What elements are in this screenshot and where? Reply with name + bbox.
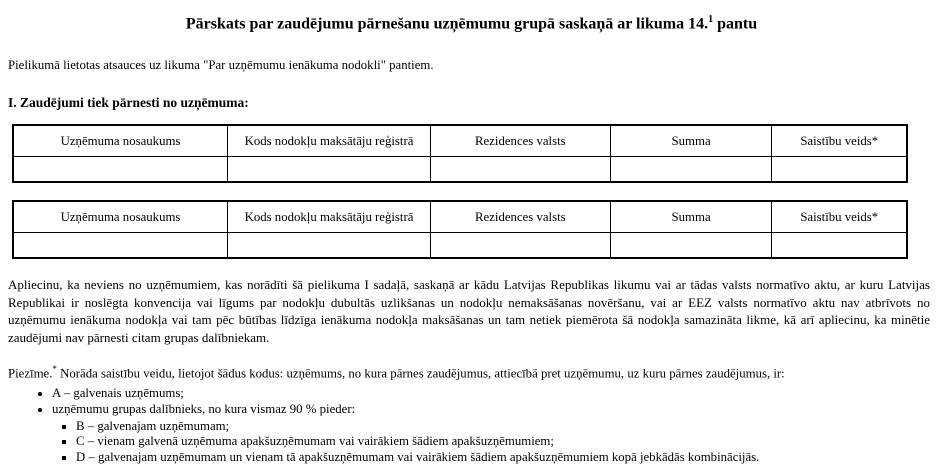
column-header-residence-country: Rezidences valsts — [430, 201, 610, 233]
list-item-code-b: ▪ B – galvenajam uzņēmumam; — [76, 419, 935, 435]
liability-codes-list — [8, 386, 935, 465]
list-item-code-a: • A – galvenais uzņēmums; — [52, 386, 935, 402]
column-header-residence-country: Rezidences valsts — [430, 125, 610, 157]
loss-table-2 — [12, 200, 908, 259]
page-title — [8, 10, 935, 34]
note-label: Piezīme. — [8, 366, 53, 381]
column-header-taxpayer-code: Kods nodokļu maksātāju reģistrā — [228, 201, 431, 233]
section-heading: I. Zaudējumi tiek pārnesti no uzņēmuma: — [8, 95, 249, 111]
table-cell — [610, 233, 772, 259]
column-header-amount: Summa — [610, 201, 772, 233]
column-header-company-name: Uzņēmuma nosaukums — [13, 125, 228, 157]
column-header-amount: Summa — [610, 125, 772, 157]
note-line — [8, 362, 935, 381]
table-cell — [430, 157, 610, 183]
liability-codes-sublist — [52, 419, 935, 465]
table-cell — [228, 233, 431, 259]
column-header-liability-type: Saistību veids* — [772, 125, 907, 157]
table-cell — [772, 233, 907, 259]
column-header-liability-type: Saistību veids* — [772, 201, 907, 233]
table-row — [13, 157, 907, 183]
table-cell — [13, 157, 228, 183]
table-cell — [228, 157, 431, 183]
page-title-superscript: 1 — [708, 14, 714, 25]
loss-table-1 — [12, 124, 908, 183]
column-header-taxpayer-code: Kods nodokļu maksātāju reģistrā — [228, 125, 431, 157]
table-cell — [13, 233, 228, 259]
table-header-row — [13, 125, 907, 157]
intro-text: Pielikumā lietotas atsauces uz likuma "Par uzņēmumu ienākuma nodokli" pantiem. — [8, 58, 434, 73]
table-header-row — [13, 201, 907, 233]
page-title-suffix: pantu — [713, 15, 758, 33]
note-text: Norāda saistību veidu, lietojot šādus kodus: uzņēmums, no kura pārnes zaudējumus, attiecībā pret uzņēmumu, uz kuru pārnes zaudējumus, ir: — [56, 366, 785, 381]
table-row — [13, 233, 907, 259]
column-header-company-name: Uzņēmuma nosaukums — [13, 201, 228, 233]
list-item-code-d: ▪ D – galvenajam uzņēmumam un vienam tā apakšuzņēmumam vai vairākiem šādiem apakšuzņēmumiem kopā jebkādās kombinācijās. — [76, 450, 935, 465]
list-item-code-c: ▪ C – vienam galvenā uzņēmuma apakšuzņēmumam vai vairākiem šādiem apakšuzņēmumiem; — [76, 434, 935, 450]
declaration-paragraph: Apliecinu, ka neviens no uzņēmumiem, kas norādīti šā pielikuma I sadaļā, saskaņā ar kādu Latvijas Republikas likumu vai ar tādas valsts normatīvo aktu, ar kuru Latvijas Republikai ir noslēgta konvencija vai līgums par nodokļu dubultās uzlikšanas un nodokļu nemaksāšanas novēršanu, vai ar EEZ valsts normatīvo aktu nav atbrīvots no uzņēmumu ienākuma nodokļa vai tam pēc būtības līdzīga ienākuma nodokļa maksāšanas un tam netiek piemērota šā nodokļa samazināta likme, kā arī apliecinu, ka minētie zaudējumi nav pārnesti citam grupas dalībniekam. — [8, 277, 930, 345]
table-cell — [610, 157, 772, 183]
table-cell — [772, 157, 907, 183]
list-item-group-member — [52, 402, 935, 465]
table-cell — [430, 233, 610, 259]
list-item-group-member-text: uzņēmumu grupas dalībnieks, no kura vismaz 90 % pieder: — [52, 402, 356, 417]
page-title-text: Pārskats par zaudējumu pārnešanu uzņēmumu grupā saskaņā ar likuma 14. — [185, 15, 709, 33]
note-asterisk-marker: * — [52, 364, 57, 375]
